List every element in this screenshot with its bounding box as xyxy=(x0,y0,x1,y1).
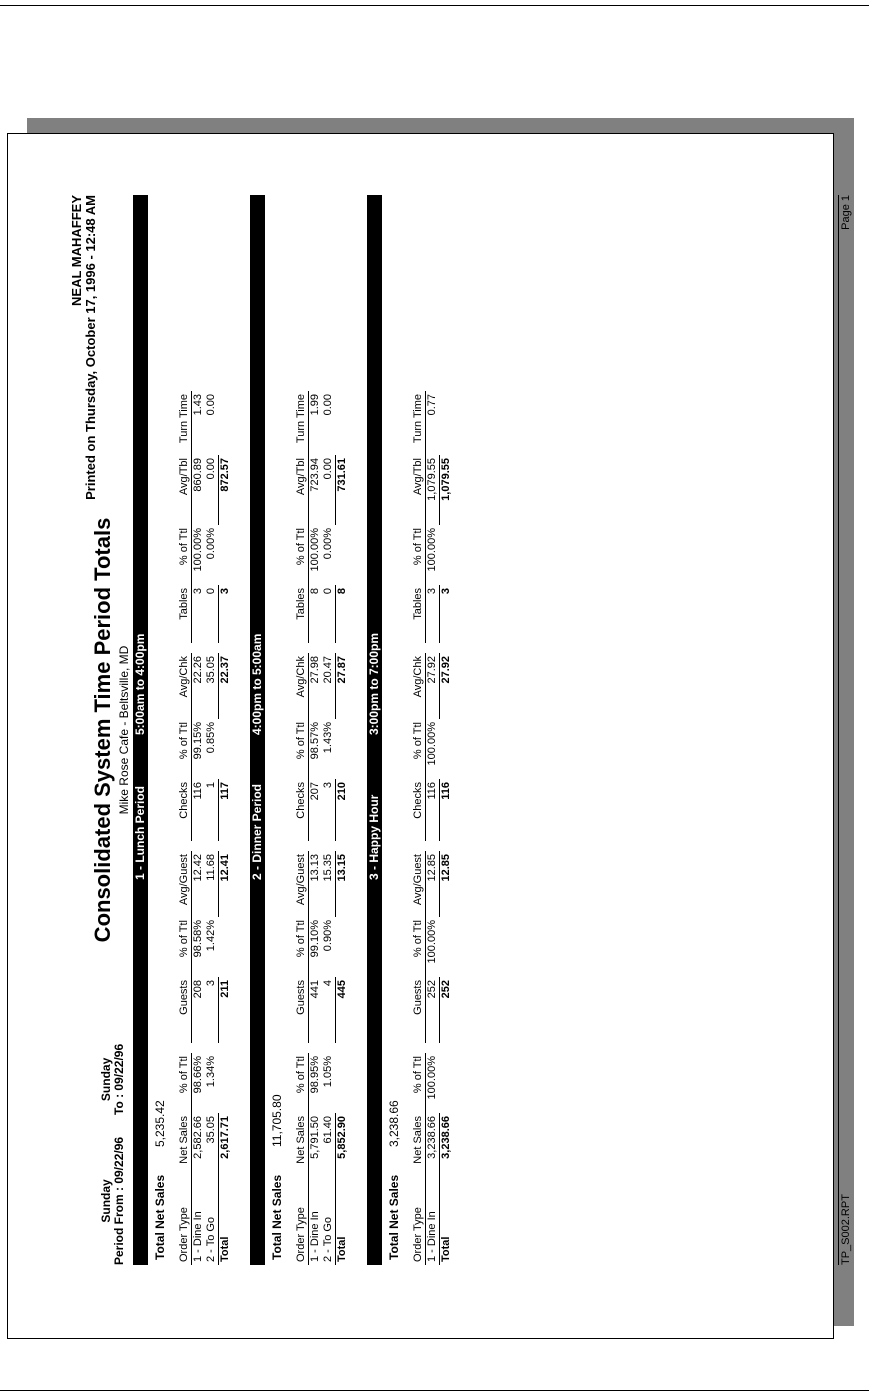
order-type-cell: 2 - To Go xyxy=(205,1216,217,1262)
column-gap xyxy=(309,1043,323,1053)
table-header-row xyxy=(178,391,192,1265)
column-header: Checks xyxy=(295,779,309,841)
column-gap xyxy=(205,643,219,653)
tables-pct-cell: 0.00% xyxy=(322,528,335,560)
report-title: Consolidated System Time Period Totals xyxy=(90,517,115,943)
column-header: % of Ttl xyxy=(178,917,192,977)
column-header: Checks xyxy=(412,779,426,841)
column-header: % of Ttl xyxy=(178,1053,192,1113)
total-net-sales-row xyxy=(153,195,167,1265)
table-total-row xyxy=(336,391,350,1265)
column-header: Order Type xyxy=(295,1185,309,1265)
net-sales-cell: 2,582.66 xyxy=(192,1116,204,1159)
table-row xyxy=(322,391,336,1265)
avg-chk-total-cell: 22.37 xyxy=(219,653,233,719)
column-header: Avg/Guest xyxy=(295,851,309,917)
tables-pct-cell: 100.00% xyxy=(192,528,204,572)
tables-total-cell: 3 xyxy=(219,585,233,643)
total-net-sales-label: Total Net Sales xyxy=(270,1174,284,1260)
avg-chk-cell: 20.47 xyxy=(322,656,334,684)
column-gap xyxy=(295,1043,309,1053)
report-content xyxy=(70,195,860,1265)
section-name: 3 - Happy Hour xyxy=(367,794,381,880)
avg-tbl-total-cell: 731.61 xyxy=(336,455,350,525)
net-pct-total-cell xyxy=(219,1053,233,1113)
avg-tbl-cell: 723.94 xyxy=(309,458,321,492)
time-period-section xyxy=(367,195,592,1265)
net-sales-cell: 5,791.50 xyxy=(309,1116,321,1159)
column-header: % of Ttl xyxy=(412,917,426,977)
printed-date: Printed on Thursday, October 17, 1996 - 12:48 AM xyxy=(83,195,98,500)
net-pct-cell: 100.00% xyxy=(426,1056,439,1100)
checks-pct-total-cell xyxy=(336,719,350,779)
checks-cell: 207 xyxy=(309,782,321,801)
table-total-row xyxy=(440,391,454,1265)
column-header: % of Ttl xyxy=(412,719,426,779)
checks-pct-total-cell xyxy=(440,719,454,779)
total-net-sales-row xyxy=(270,195,284,1265)
column-header: Avg/Tbl xyxy=(178,455,192,525)
avg-guest-cell: 12.85 xyxy=(426,854,438,882)
order-type-cell: 1 - Dine In xyxy=(192,1211,204,1262)
order-type-table xyxy=(412,391,453,1265)
column-header: % of Ttl xyxy=(295,917,309,977)
avg-guest-cell: 11.68 xyxy=(205,854,217,881)
net-sales-cell: 61.40 xyxy=(322,1116,334,1144)
footer-rule xyxy=(838,195,839,1265)
column-gap xyxy=(412,841,426,851)
total-net-sales-label: Total Net Sales xyxy=(153,1174,167,1260)
tables-pct-cell: 0.00% xyxy=(205,528,218,560)
total-net-sales-row xyxy=(387,195,401,1265)
column-gap xyxy=(336,841,350,851)
section-header-bar xyxy=(367,195,382,1265)
tables-total-cell: 8 xyxy=(336,585,350,643)
column-gap xyxy=(178,1043,192,1053)
tables-pct-total-cell xyxy=(440,525,454,585)
column-header: Turn Time xyxy=(295,391,309,455)
column-gap xyxy=(205,841,219,851)
net-sales-total-cell: 3,238.66 xyxy=(440,1113,454,1185)
total-label-cell: Total xyxy=(336,1185,350,1265)
column-gap xyxy=(322,1043,336,1053)
guests-cell: 441 xyxy=(309,980,321,999)
tables-pct-cell: 100.00% xyxy=(426,528,439,572)
tables-cell: 8 xyxy=(309,588,321,595)
report-subtitle: Mike Rose Cafe - Beltsville, MD xyxy=(117,645,131,815)
guests-pct-cell: 100.00% xyxy=(426,920,439,964)
checks-pct-total-cell xyxy=(219,719,233,779)
column-gap xyxy=(336,643,350,653)
net-pct-cell: 98.66% xyxy=(192,1056,204,1094)
column-gap xyxy=(219,1043,233,1053)
tables-cell: 0 xyxy=(322,588,334,595)
checks-total-cell: 210 xyxy=(336,779,350,841)
column-header: Tables xyxy=(412,585,426,643)
column-header: % of Ttl xyxy=(178,525,192,585)
checks-total-cell: 117 xyxy=(219,779,233,841)
avg-tbl-cell: 0.00 xyxy=(322,458,334,480)
section-time-range: 3:00pm to 7:00pm xyxy=(367,632,381,735)
avg-chk-cell: 35.05 xyxy=(205,656,217,684)
period-to-day: Sunday xyxy=(99,1057,113,1102)
guests-pct-total-cell xyxy=(440,917,454,977)
table-total-row xyxy=(219,391,233,1265)
guests-total-cell: 252 xyxy=(440,977,454,1043)
order-type-table xyxy=(295,391,349,1265)
turn-time-total-cell xyxy=(336,391,350,455)
tables-total-cell: 3 xyxy=(440,585,454,643)
period-from: Period From : 09/22/96 xyxy=(112,1136,126,1265)
column-gap xyxy=(192,841,206,851)
column-gap xyxy=(295,841,309,851)
section-name: 1 - Lunch Period xyxy=(133,785,147,880)
guests-cell: 4 xyxy=(322,980,334,987)
column-gap xyxy=(322,643,336,653)
column-header: Avg/Tbl xyxy=(412,455,426,525)
total-label-cell: Total xyxy=(440,1185,454,1265)
column-gap xyxy=(426,1043,440,1053)
table-header-row xyxy=(412,391,426,1265)
checks-pct-cell: 1.43% xyxy=(322,722,335,754)
turn-time-cell: 1.43 xyxy=(192,394,204,416)
guests-total-cell: 211 xyxy=(219,977,233,1043)
net-sales-total-cell: 2,617.71 xyxy=(219,1113,233,1185)
guests-pct-cell: 99.10% xyxy=(309,920,321,958)
tables-cell: 3 xyxy=(192,588,204,595)
avg-tbl-total-cell: 872.57 xyxy=(219,455,233,525)
column-gap xyxy=(178,643,192,653)
column-header: Avg/Chk xyxy=(412,653,426,719)
avg-chk-cell: 27.98 xyxy=(309,656,321,684)
turn-time-cell: 1.99 xyxy=(309,394,321,416)
avg-chk-cell: 27.92 xyxy=(426,656,438,684)
column-header: % of Ttl xyxy=(295,525,309,585)
net-sales-cell: 3,238.66 xyxy=(426,1116,438,1159)
table-row xyxy=(192,391,206,1265)
section-time-range: 5:00am to 4:00pm xyxy=(133,633,147,735)
order-type-cell: 1 - Dine In xyxy=(309,1211,321,1262)
tables-pct-cell: 100.00% xyxy=(309,528,321,572)
tables-cell: 3 xyxy=(426,588,438,595)
column-gap xyxy=(412,1043,426,1053)
column-gap xyxy=(309,841,323,851)
guests-cell: 252 xyxy=(426,980,438,999)
guests-total-cell: 445 xyxy=(336,977,350,1043)
column-header: Avg/Guest xyxy=(178,851,192,917)
checks-cell: 116 xyxy=(426,782,438,800)
tables-pct-total-cell xyxy=(336,525,350,585)
bottom-rule xyxy=(0,1390,869,1391)
column-header: % of Ttl xyxy=(295,719,309,779)
avg-guest-total-cell: 13.15 xyxy=(336,851,350,917)
avg-chk-total-cell: 27.87 xyxy=(336,653,350,719)
checks-cell: 116 xyxy=(192,782,204,800)
guests-pct-total-cell xyxy=(336,917,350,977)
avg-tbl-cell: 1,079.55 xyxy=(426,458,438,501)
section-time-range: 4:00pm to 5:00am xyxy=(250,633,264,735)
table-header-row xyxy=(295,391,309,1265)
avg-tbl-cell: 860.89 xyxy=(192,458,204,492)
order-type-cell: 1 - Dine In xyxy=(426,1211,438,1262)
tables-cell: 0 xyxy=(205,588,217,595)
column-header: Order Type xyxy=(412,1185,426,1265)
column-gap xyxy=(192,1043,206,1053)
column-header: Avg/Guest xyxy=(412,851,426,917)
column-header: Turn Time xyxy=(178,391,192,455)
column-header: Tables xyxy=(295,585,309,643)
column-header: Turn Time xyxy=(412,391,426,455)
total-net-sales-value: 3,238.66 xyxy=(387,1100,401,1147)
column-gap xyxy=(192,643,206,653)
net-pct-cell: 1.34% xyxy=(205,1056,218,1088)
column-header: Guests xyxy=(412,977,426,1043)
avg-guest-cell: 12.42 xyxy=(192,854,204,882)
checks-pct-cell: 98.57% xyxy=(309,722,321,760)
column-header: Avg/Chk xyxy=(295,653,309,719)
checks-cell: 3 xyxy=(322,782,334,789)
top-rule xyxy=(0,5,869,6)
column-gap xyxy=(219,643,233,653)
column-gap xyxy=(205,1043,219,1053)
avg-chk-total-cell: 27.92 xyxy=(440,653,454,719)
turn-time-total-cell xyxy=(440,391,454,455)
table-row xyxy=(309,391,323,1265)
employee-name: NEAL MAHAFFEY xyxy=(69,195,84,306)
checks-pct-cell: 100.00% xyxy=(426,722,439,766)
column-header: Net Sales xyxy=(412,1113,426,1185)
column-gap xyxy=(336,1043,350,1053)
net-pct-cell: 1.05% xyxy=(322,1056,335,1088)
turn-time-cell: 0.00 xyxy=(205,394,218,416)
column-header: Net Sales xyxy=(178,1113,192,1185)
checks-pct-cell: 0.85% xyxy=(205,722,218,754)
avg-guest-cell: 15.35 xyxy=(322,854,334,882)
avg-guest-total-cell: 12.85 xyxy=(440,851,454,917)
guests-pct-total-cell xyxy=(219,917,233,977)
guests-pct-cell: 1.42% xyxy=(205,920,218,952)
column-header: Tables xyxy=(178,585,192,643)
report-file-name: TP_S002.RPT xyxy=(840,1194,852,1265)
column-gap xyxy=(178,841,192,851)
total-net-sales-value: 5,235.42 xyxy=(153,1100,167,1147)
total-label-cell: Total xyxy=(219,1185,233,1265)
column-header: % of Ttl xyxy=(412,1053,426,1113)
column-gap xyxy=(295,643,309,653)
column-header: % of Ttl xyxy=(295,1053,309,1113)
avg-guest-cell: 13.13 xyxy=(309,854,321,882)
total-net-sales-label: Total Net Sales xyxy=(387,1174,401,1260)
avg-tbl-total-cell: 1,079.55 xyxy=(440,455,454,525)
column-header: Avg/Tbl xyxy=(295,455,309,525)
net-sales-cell: 35.05 xyxy=(205,1116,217,1144)
column-header: Guests xyxy=(178,977,192,1043)
period-from-day: Sunday xyxy=(99,1179,113,1223)
section-name: 2 - Dinner Period xyxy=(250,783,264,880)
column-header: % of Ttl xyxy=(412,525,426,585)
column-header: Guests xyxy=(295,977,309,1043)
order-type-table xyxy=(178,391,232,1265)
net-pct-total-cell xyxy=(440,1053,454,1113)
column-header: Avg/Chk xyxy=(178,653,192,719)
column-gap xyxy=(426,841,440,851)
avg-guest-total-cell: 12.41 xyxy=(219,851,233,917)
column-header: % of Ttl xyxy=(178,719,192,779)
order-type-cell: 2 - To Go xyxy=(322,1216,334,1262)
avg-chk-cell: 22.26 xyxy=(192,656,204,684)
net-pct-total-cell xyxy=(336,1053,350,1113)
guests-cell: 3 xyxy=(205,980,217,987)
column-gap xyxy=(440,643,454,653)
column-gap xyxy=(309,643,323,653)
tables-pct-total-cell xyxy=(219,525,233,585)
guests-pct-cell: 0.90% xyxy=(322,920,335,952)
column-header: Net Sales xyxy=(295,1113,309,1185)
turn-time-total-cell xyxy=(219,391,233,455)
turn-time-cell: 0.77 xyxy=(426,394,439,416)
column-header: Order Type xyxy=(178,1185,192,1265)
checks-total-cell: 116 xyxy=(440,779,454,841)
checks-pct-cell: 99.15% xyxy=(192,722,204,760)
guests-cell: 208 xyxy=(192,980,204,999)
column-gap xyxy=(219,841,233,851)
table-row xyxy=(426,391,440,1265)
guests-pct-cell: 98.58% xyxy=(192,920,204,958)
page-number: Page 1 xyxy=(840,195,852,230)
checks-cell: 1 xyxy=(205,782,217,789)
column-gap xyxy=(440,841,454,851)
column-gap xyxy=(426,643,440,653)
net-sales-total-cell: 5,852.90 xyxy=(336,1113,350,1185)
avg-tbl-cell: 0.00 xyxy=(205,458,217,480)
column-gap xyxy=(322,841,336,851)
turn-time-cell: 0.00 xyxy=(322,394,335,416)
net-pct-cell: 98.95% xyxy=(309,1056,321,1094)
table-row xyxy=(205,391,219,1265)
section-header-bar xyxy=(133,195,148,1265)
period-to: To : 09/22/96 xyxy=(112,1043,126,1115)
column-gap xyxy=(440,1043,454,1053)
total-net-sales-value: 11,705.80 xyxy=(270,1094,284,1147)
section-header-bar xyxy=(250,195,265,1265)
column-header: Checks xyxy=(178,779,192,841)
column-gap xyxy=(412,643,426,653)
